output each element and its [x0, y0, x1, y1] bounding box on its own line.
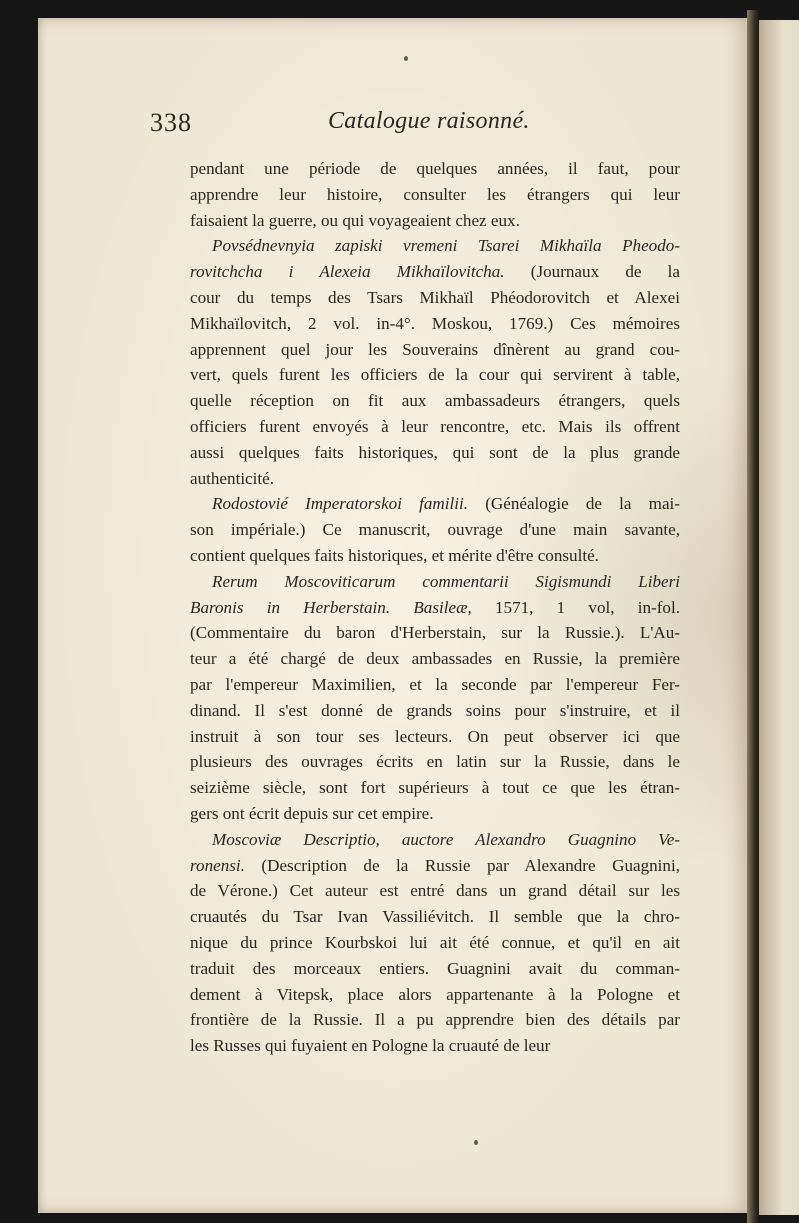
line-text: seizième siècle, sont fort supérieurs à tout ce que les étran- [190, 778, 680, 798]
text-line [190, 930, 680, 956]
line-text: Mikhaïlovitch, 2 vol. in-4°. Moskou, 1769.) Ces mémoires [190, 313, 680, 333]
text-line [190, 311, 680, 337]
text-line [190, 595, 680, 621]
line-text: (Généalogie de la mai- [468, 494, 681, 514]
text-line [190, 543, 680, 569]
text-line [190, 827, 680, 853]
text-line [190, 853, 680, 879]
line-text: vert, quels furent les officiers de la cour qui servirent à table, [190, 365, 680, 385]
line-text: instruit à son tour ses lecteurs. On peut observer ici que [190, 726, 680, 746]
text-line [190, 646, 680, 672]
line-text: nique du prince Kourbskoi lui ait été connue, et qu'il en ait [190, 932, 680, 952]
line-text: dement à Vitepsk, place alors appartenante à la Pologne et [190, 984, 680, 1004]
text-line [190, 388, 680, 414]
line-text: (Journaux de la [504, 262, 681, 282]
line-text: par l'empereur Maximilien, et la seconde par l'empereur Fer- [190, 674, 680, 694]
line-text: teur a été chargé de deux ambassades en Russie, la première [190, 649, 680, 669]
text-line [190, 337, 680, 363]
text-line [190, 156, 680, 182]
text-line [190, 569, 680, 595]
text-line [190, 1007, 680, 1033]
ink-speck [404, 56, 408, 61]
text-line [190, 440, 680, 466]
text-line [190, 698, 680, 724]
line-text: cruautés du Tsar Ivan Vassiliévitch. Il semble que la chro- [190, 907, 680, 927]
line-text: de Vérone.) Cet auteur est entré dans un grand détail sur les [190, 881, 680, 901]
text-line [190, 285, 680, 311]
text-line [190, 517, 680, 543]
text-line [190, 233, 680, 259]
line-text: plusieurs des ouvrages écrits en latin sur la Russie, dans le [190, 752, 680, 772]
italic-title: Rodostovié Imperatorskoi familii. [212, 494, 469, 514]
line-text: (Description de la Russie par Alexandre Guagnini, [244, 855, 680, 875]
text-line [190, 182, 680, 208]
line-text: frontière de la Russie. Il a pu apprendre bien des détails par [190, 1010, 680, 1030]
line-text: contient quelques faits historiques, et mérite d'être consulté. [190, 545, 599, 565]
line-text: faisaient la guerre, ou qui voyageaient chez eux. [190, 210, 520, 230]
italic-title: Rerum Moscoviticarum commentarii Sigismundi Liberi [212, 571, 680, 591]
italic-title: rovitchcha i Alexeia Mikhaïlovitcha. [190, 262, 505, 282]
text-line [190, 904, 680, 930]
text-line [190, 1033, 680, 1059]
running-title: Catalogue raisonné. [328, 108, 530, 134]
line-text: 1571, 1 vol, in-fol. [471, 597, 681, 617]
text-line [190, 801, 680, 827]
line-text: les Russes qui fuyaient en Pologne la cruauté de leur [190, 1036, 551, 1056]
text-line [190, 466, 680, 492]
line-text: cour du temps des Tsars Mikhaïl Phéodorovitch et Alexei [190, 287, 680, 307]
italic-title: Moscoviæ Descriptio, auctore Alexandro Guagnino Ve- [212, 829, 680, 849]
text-line [190, 362, 680, 388]
italic-title: Povsédnevnyia zapiski vremeni Tsarei Mikhaïla Pheodo- [212, 236, 680, 256]
line-text: apprennent quel jour les Souverains dînèrent au grand cou- [190, 339, 680, 359]
ink-speck [474, 1140, 478, 1145]
text-line [190, 878, 680, 904]
line-text: authenticité. [190, 468, 275, 488]
body-text [190, 156, 680, 1059]
page-header [150, 108, 550, 148]
text-line [190, 491, 680, 517]
text-line [190, 620, 680, 646]
text-line [190, 982, 680, 1008]
text-line [190, 672, 680, 698]
line-text: officiers furent envoyés à leur rencontre, etc. Mais ils offrent [190, 416, 680, 436]
line-text: (Commentaire du baron d'Herberstain, sur la Russie.). L'Au- [190, 623, 680, 643]
line-text: pendant une période de quelques années, il faut, pour [190, 159, 680, 178]
line-text: son impériale.) Ce manuscrit, ouvrage d'une main savante, [190, 520, 680, 540]
line-text: dinand. Il s'est donné de grands soins pour s'instruire, et il [190, 700, 680, 720]
text-line [190, 775, 680, 801]
text-line [190, 724, 680, 750]
line-text: gers ont écrit depuis sur cet empire. [190, 803, 434, 823]
text-line [190, 749, 680, 775]
text-line [190, 414, 680, 440]
line-text: quelle réception on fit aux ambassadeurs étrangers, quels [190, 391, 680, 411]
text-line [190, 208, 680, 234]
page-number: 338 [150, 108, 192, 137]
book-gutter [747, 10, 759, 1223]
line-text: apprendre leur histoire, consulter les étrangers qui leur [190, 184, 680, 204]
italic-title: ronensi. [190, 855, 245, 875]
text-line [190, 956, 680, 982]
line-text: traduit des morceaux entiers. Guagnini avait du comman- [190, 958, 680, 978]
facing-page-edge [759, 20, 799, 1215]
italic-title: Baronis in Herberstain. Basileæ, [190, 597, 472, 617]
text-line [190, 259, 680, 285]
line-text: aussi quelques faits historiques, qui sont de la plus grande [190, 442, 680, 462]
